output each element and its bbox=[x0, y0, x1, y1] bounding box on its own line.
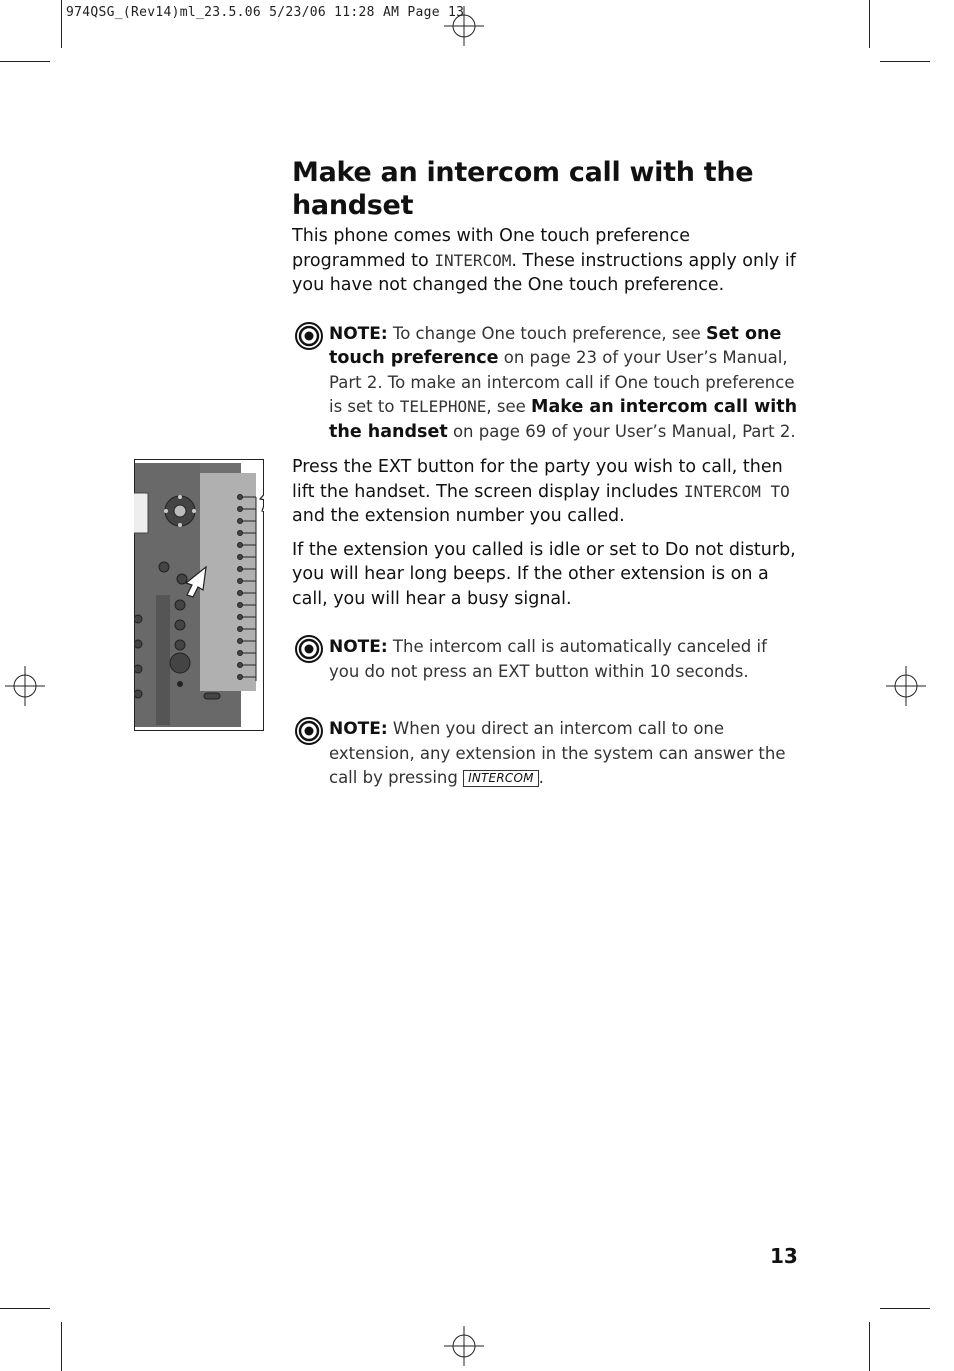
display-text-telephone: TELEPHONE bbox=[399, 397, 487, 416]
note-target-icon bbox=[295, 635, 323, 663]
note-label: NOTE: bbox=[329, 719, 388, 739]
crop-mark bbox=[869, 0, 870, 48]
ref-make-intercom-call: Make an intercom call with the handset bbox=[329, 397, 798, 442]
crop-mark bbox=[61, 1322, 62, 1371]
print-slug: 974QSG_(Rev14)ml_23.5.06 5/23/06 11:28 AM Page 13 bbox=[66, 5, 465, 20]
note-cancel: NOTE: The intercom call is automatically canceled if you do not press an EXT button within 10 seconds. bbox=[292, 635, 800, 684]
note-target-icon bbox=[295, 717, 323, 745]
note-one-touch: NOTE: To change One touch preference, see Set one touch preference on page 23 of your User’s Manual, Part 2. To make an intercom call if One touch preference is set to TELEPHONE, see Make an intercom call with the handset on page 69 of your User’s Manual, Part 2. bbox=[292, 322, 800, 445]
ref-set-one-touch: Set one touch preference bbox=[329, 323, 782, 368]
crop-mark bbox=[869, 1322, 870, 1371]
display-text-intercom-to: INTERCOM TO bbox=[683, 481, 790, 501]
page-title: Make an intercom call with the handset bbox=[292, 157, 754, 221]
crop-mark bbox=[0, 61, 50, 62]
note-answer: NOTE: When you direct an intercom call to one extension, any extension in the system can answer the call by pressing INTERCOM . bbox=[292, 717, 800, 791]
crop-mark bbox=[880, 1308, 930, 1309]
note-target-icon bbox=[295, 322, 323, 350]
registration-mark-icon bbox=[886, 666, 926, 706]
note-label: NOTE: bbox=[329, 323, 388, 344]
crop-mark bbox=[61, 0, 62, 48]
registration-mark-icon bbox=[444, 6, 484, 46]
registration-mark-icon bbox=[444, 1326, 484, 1366]
main-content bbox=[292, 156, 800, 791]
intro-paragraph: This phone comes with One touch preference programmed to INTERCOM. These instructions apply only if you have not changed the One touch preference. bbox=[292, 226, 796, 295]
page-number: 13 bbox=[770, 1244, 798, 1268]
registration-mark-icon bbox=[5, 666, 45, 706]
note-label: NOTE: bbox=[329, 637, 388, 657]
instruction-paragraph: Press the EXT button for the party you wish to call, then lift the handset. The screen display includes INTERCOM TO and the extension number you called. bbox=[292, 457, 790, 526]
crop-mark bbox=[0, 1308, 50, 1309]
phone-base-illustration bbox=[134, 459, 264, 731]
crop-mark bbox=[880, 61, 930, 62]
intercom-key-icon: INTERCOM bbox=[463, 770, 539, 787]
display-text-intercom: INTERCOM bbox=[434, 250, 512, 270]
busy-paragraph: If the extension you called is idle or set to Do not disturb, you will hear long beeps. If the other extension is on a call, you will hear a busy signal. bbox=[292, 539, 796, 609]
